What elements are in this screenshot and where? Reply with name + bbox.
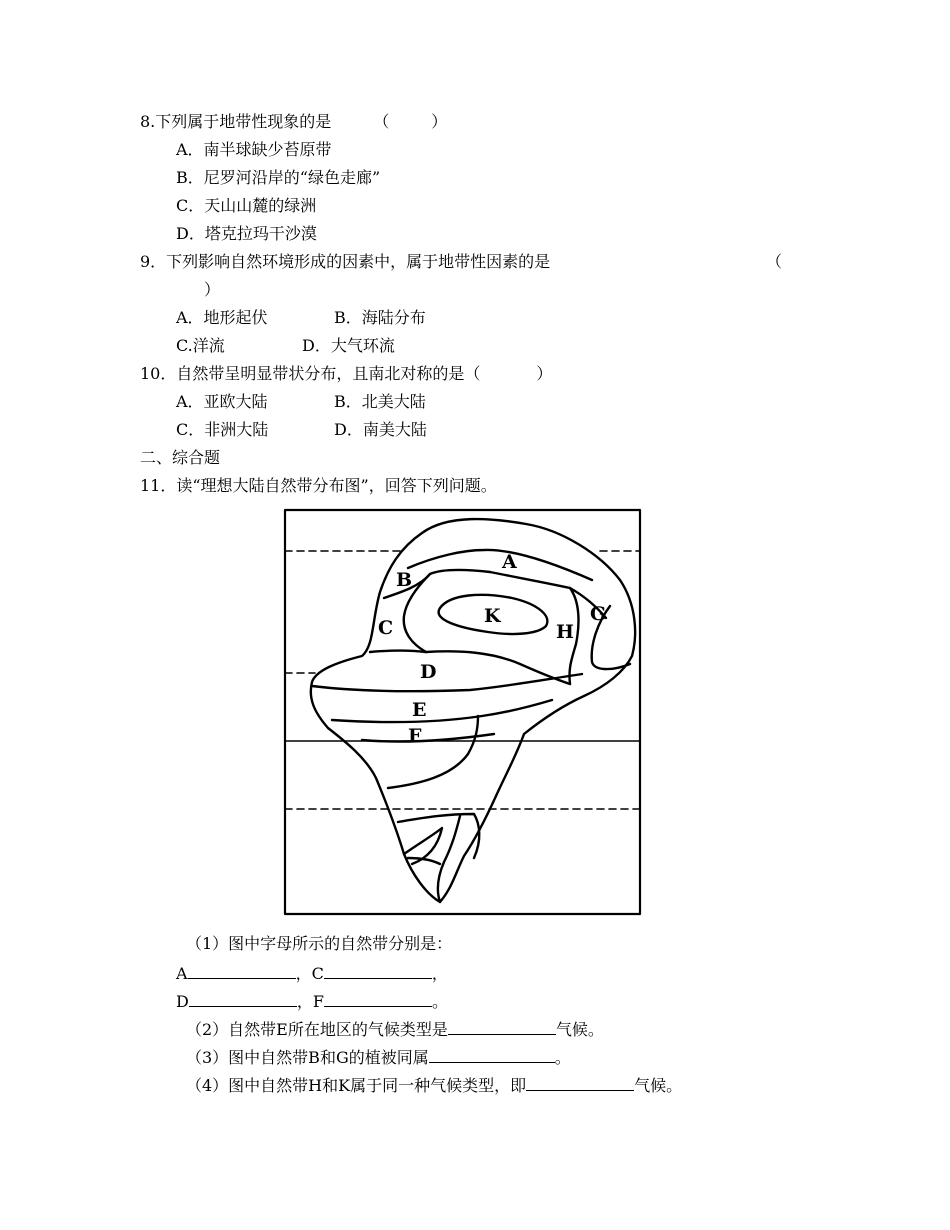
q8-stem: 8.下列属于地带性现象的是 — [140, 112, 332, 131]
zone-label-k: K — [484, 605, 501, 627]
q11-stem: 11．读“理想大陆自然带分布图”，回答下列问题。 — [140, 476, 497, 495]
blank-d[interactable] — [189, 990, 297, 1007]
zone-label-b: B — [396, 569, 413, 591]
zone-label-c: C — [378, 617, 394, 639]
blank-e-climate[interactable] — [448, 1018, 556, 1035]
fill-line-2 — [176, 990, 448, 1012]
q8-option-b: B．尼罗河沿岸的“绿色走廊” — [176, 168, 381, 187]
zone-label-h: H — [556, 621, 574, 643]
blank-f[interactable] — [324, 990, 432, 1007]
zone-label-e: E — [412, 699, 427, 721]
zone-label-a: A — [502, 551, 517, 573]
q10-paren-close: ） — [536, 364, 553, 383]
q10-option-b: B．北美大陆 — [334, 392, 426, 411]
q9-option-b: B．海陆分布 — [334, 308, 426, 327]
sub2-text: （2）自然带E所在地区的气候类型是 — [186, 1020, 448, 1039]
q9-paren-open: （ — [766, 252, 783, 271]
blank-bg-vegetation[interactable] — [429, 1046, 555, 1063]
fill-a-label: A — [176, 964, 188, 983]
q9-option-d: D．大气环流 — [302, 336, 395, 355]
sub4-text: （4）图中自然带H和K属于同一种气候类型，即 — [186, 1076, 527, 1095]
sub2-suffix: 气候。 — [555, 1020, 604, 1039]
q8-option-a: A．南半球缺少苔原带 — [176, 140, 332, 159]
q8-stem-line — [140, 112, 447, 132]
q9-option-a: A．地形起伏 — [176, 308, 268, 327]
fill-line-2-period: 。 — [431, 992, 448, 1011]
q8-paren-open: （ — [373, 112, 390, 131]
q10-stem-line — [140, 364, 552, 384]
blank-a[interactable] — [188, 962, 296, 979]
sub3-suffix: 。 — [554, 1048, 571, 1067]
sub3-text: （3）图中自然带B和G的植被同属 — [186, 1048, 429, 1067]
blank-hk-climate[interactable] — [526, 1074, 634, 1091]
q9-stem: 9．下列影响自然环境形成的因素中，属于地带性因素的是 — [140, 252, 551, 271]
fill-line-1-comma: ， — [431, 964, 448, 983]
q10-stem: 10．自然带呈明显带状分布，且南北对称的是（ — [140, 364, 481, 383]
q11-sub2 — [186, 1018, 604, 1040]
zone-label-f: F — [408, 725, 422, 747]
q11-sub4 — [186, 1074, 682, 1096]
zone-label-g: G — [590, 603, 607, 625]
fill-line-1 — [176, 962, 448, 984]
section-title: 二、综合题 — [140, 448, 221, 467]
q8-option-d: D．塔克拉玛干沙漠 — [176, 224, 317, 243]
fill-c-label: ，C — [295, 964, 324, 983]
q9-paren-close: ） — [204, 280, 221, 299]
boundary-c-d — [370, 651, 426, 653]
zone-label-d: D — [420, 661, 437, 683]
q11-sub3 — [186, 1046, 571, 1068]
boundary-d-e — [312, 674, 582, 691]
q10-option-a: A．亚欧大陆 — [176, 392, 268, 411]
ideal-continent-map — [280, 506, 645, 918]
q11-sub1: （1）图中字母所示的自然带分别是： — [186, 934, 453, 953]
q9-option-c: C.洋流 — [176, 336, 225, 355]
sub4-suffix: 气候。 — [634, 1076, 683, 1095]
q8-option-c: C．天山山麓的绿洲 — [176, 196, 317, 215]
blank-c[interactable] — [324, 962, 432, 979]
fill-f-label: ，F — [296, 992, 324, 1011]
q10-option-c: C．非洲大陆 — [176, 420, 269, 439]
q8-paren-close: ） — [431, 112, 448, 131]
boundary-a-b — [408, 550, 592, 580]
boundary-south-a — [388, 716, 478, 788]
boundary-e-f — [332, 700, 552, 722]
q10-option-d: D．南美大陆 — [334, 420, 427, 439]
fill-d-label: D — [176, 992, 189, 1011]
